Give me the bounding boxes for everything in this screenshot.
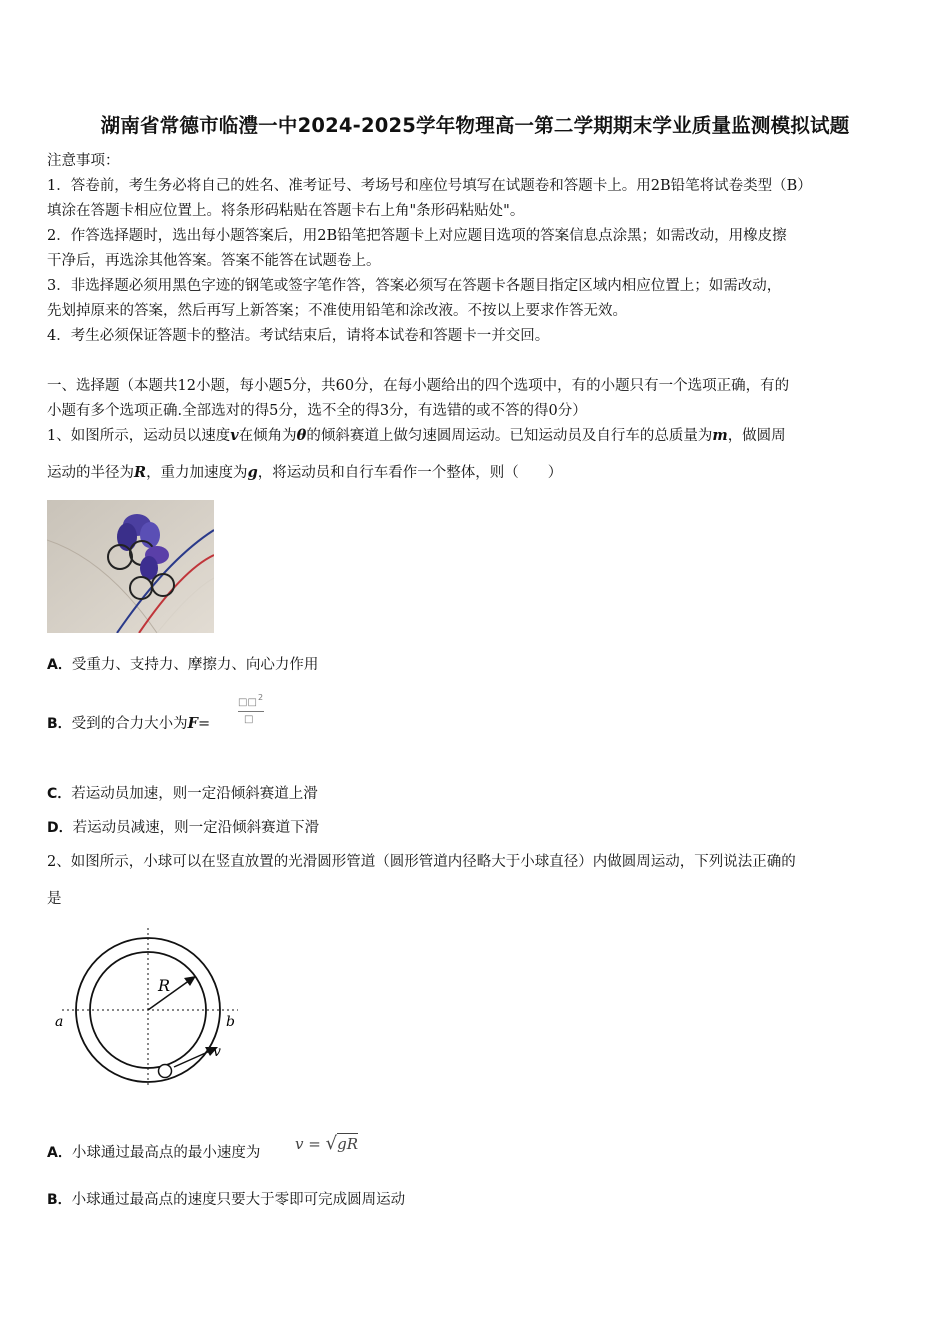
notice-line: 1．答卷前，考生务必将自己的姓名、准考证号、考场号和座位号填写在试题卷和答题卡上。用2B铅笔将试卷类型（B） (47, 178, 812, 194)
notice-line: 2．作答选择题时，选出每小题答案后，用2B铅笔把答题卡上对应题目选项的答案信息点涂黑；如需改动，用橡皮擦 (47, 228, 787, 244)
notice-line: 4．考生必须保证答题卡的整洁。考试结束后，请将本试卷和答题卡一并交回。 (47, 328, 550, 344)
question-1-stem: 1、如图所示，运动员以速度v在倾角为θ的倾斜赛道上做匀速圆周运动。已知运动员及自行车的总质量为m，做圆周 (47, 427, 786, 444)
option-b-fraction: □□ 2 □ (238, 693, 264, 725)
notice-line: 干净后，再选涂其他答案。答案不能答在试题卷上。 (47, 253, 381, 269)
option-a-formula: v = √gR (295, 1133, 359, 1154)
notice-heading: 注意事项： (47, 153, 120, 169)
question-2-stem: 2、如图所示，小球可以在竖直放置的光滑圆形管道（圆形管道内径略大于小球直径）内做圆周运动，下列说法正确的 (47, 854, 796, 870)
label-v: v (213, 1044, 221, 1060)
question-1-option-b: B．受到的合力大小为F= (47, 715, 211, 732)
question-2-stem: 是 (47, 891, 62, 907)
notice-line: 3．非选择题必须用黑色字迹的钢笔或签字笔作答，答案必须写在答题卡各题目指定区域内相应位置上；如需改动， (47, 278, 782, 294)
question-1-option-c: C．若运动员加速，则一定沿倾斜赛道上滑 (47, 786, 318, 802)
label-a: a (55, 1014, 64, 1030)
page-title: 湖南省常德市临澧一中2024-2025学年物理高一第二学期期末学业质量监测模拟试题 (100, 114, 850, 137)
ball (159, 1065, 172, 1078)
label-R: R (158, 976, 171, 995)
question-2-option-a: A．小球通过最高点的最小速度为 (47, 1145, 261, 1161)
notice-line: 填涂在答题卡相应位置上。将条形码粘贴在答题卡右上角"条形码粘贴处"。 (47, 203, 525, 219)
section-instructions: 小题有多个选项正确.全部选对的得5分，选不全的得3分，有选错的或不答的得0分） (47, 403, 587, 419)
radius-arrowhead (184, 976, 196, 986)
section-instructions: 一、选择题（本题共12小题，每小题5分，共60分，在每小题给出的四个选项中，有的小题只有一个选项正确，有的 (47, 378, 790, 394)
notice-line: 先划掉原来的答案，然后再写上新答案；不准使用铅笔和涂改液。不按以上要求作答无效。 (47, 303, 627, 319)
question-1-stem: 运动的半径为R，重力加速度为g，将运动员和自行车看作一个整体，则（ ） (47, 464, 563, 481)
circular-tube-diagram (50, 925, 250, 1085)
question-1-option-a: A．受重力、支持力、摩擦力、向心力作用 (47, 657, 319, 673)
question-2-option-b: B．小球通过最高点的速度只要大于零即可完成圆周运动 (47, 1192, 406, 1208)
cyclists-photo (47, 500, 214, 633)
question-1-option-d: D．若运动员减速，则一定沿倾斜赛道下滑 (47, 820, 320, 836)
label-b: b (226, 1014, 235, 1030)
